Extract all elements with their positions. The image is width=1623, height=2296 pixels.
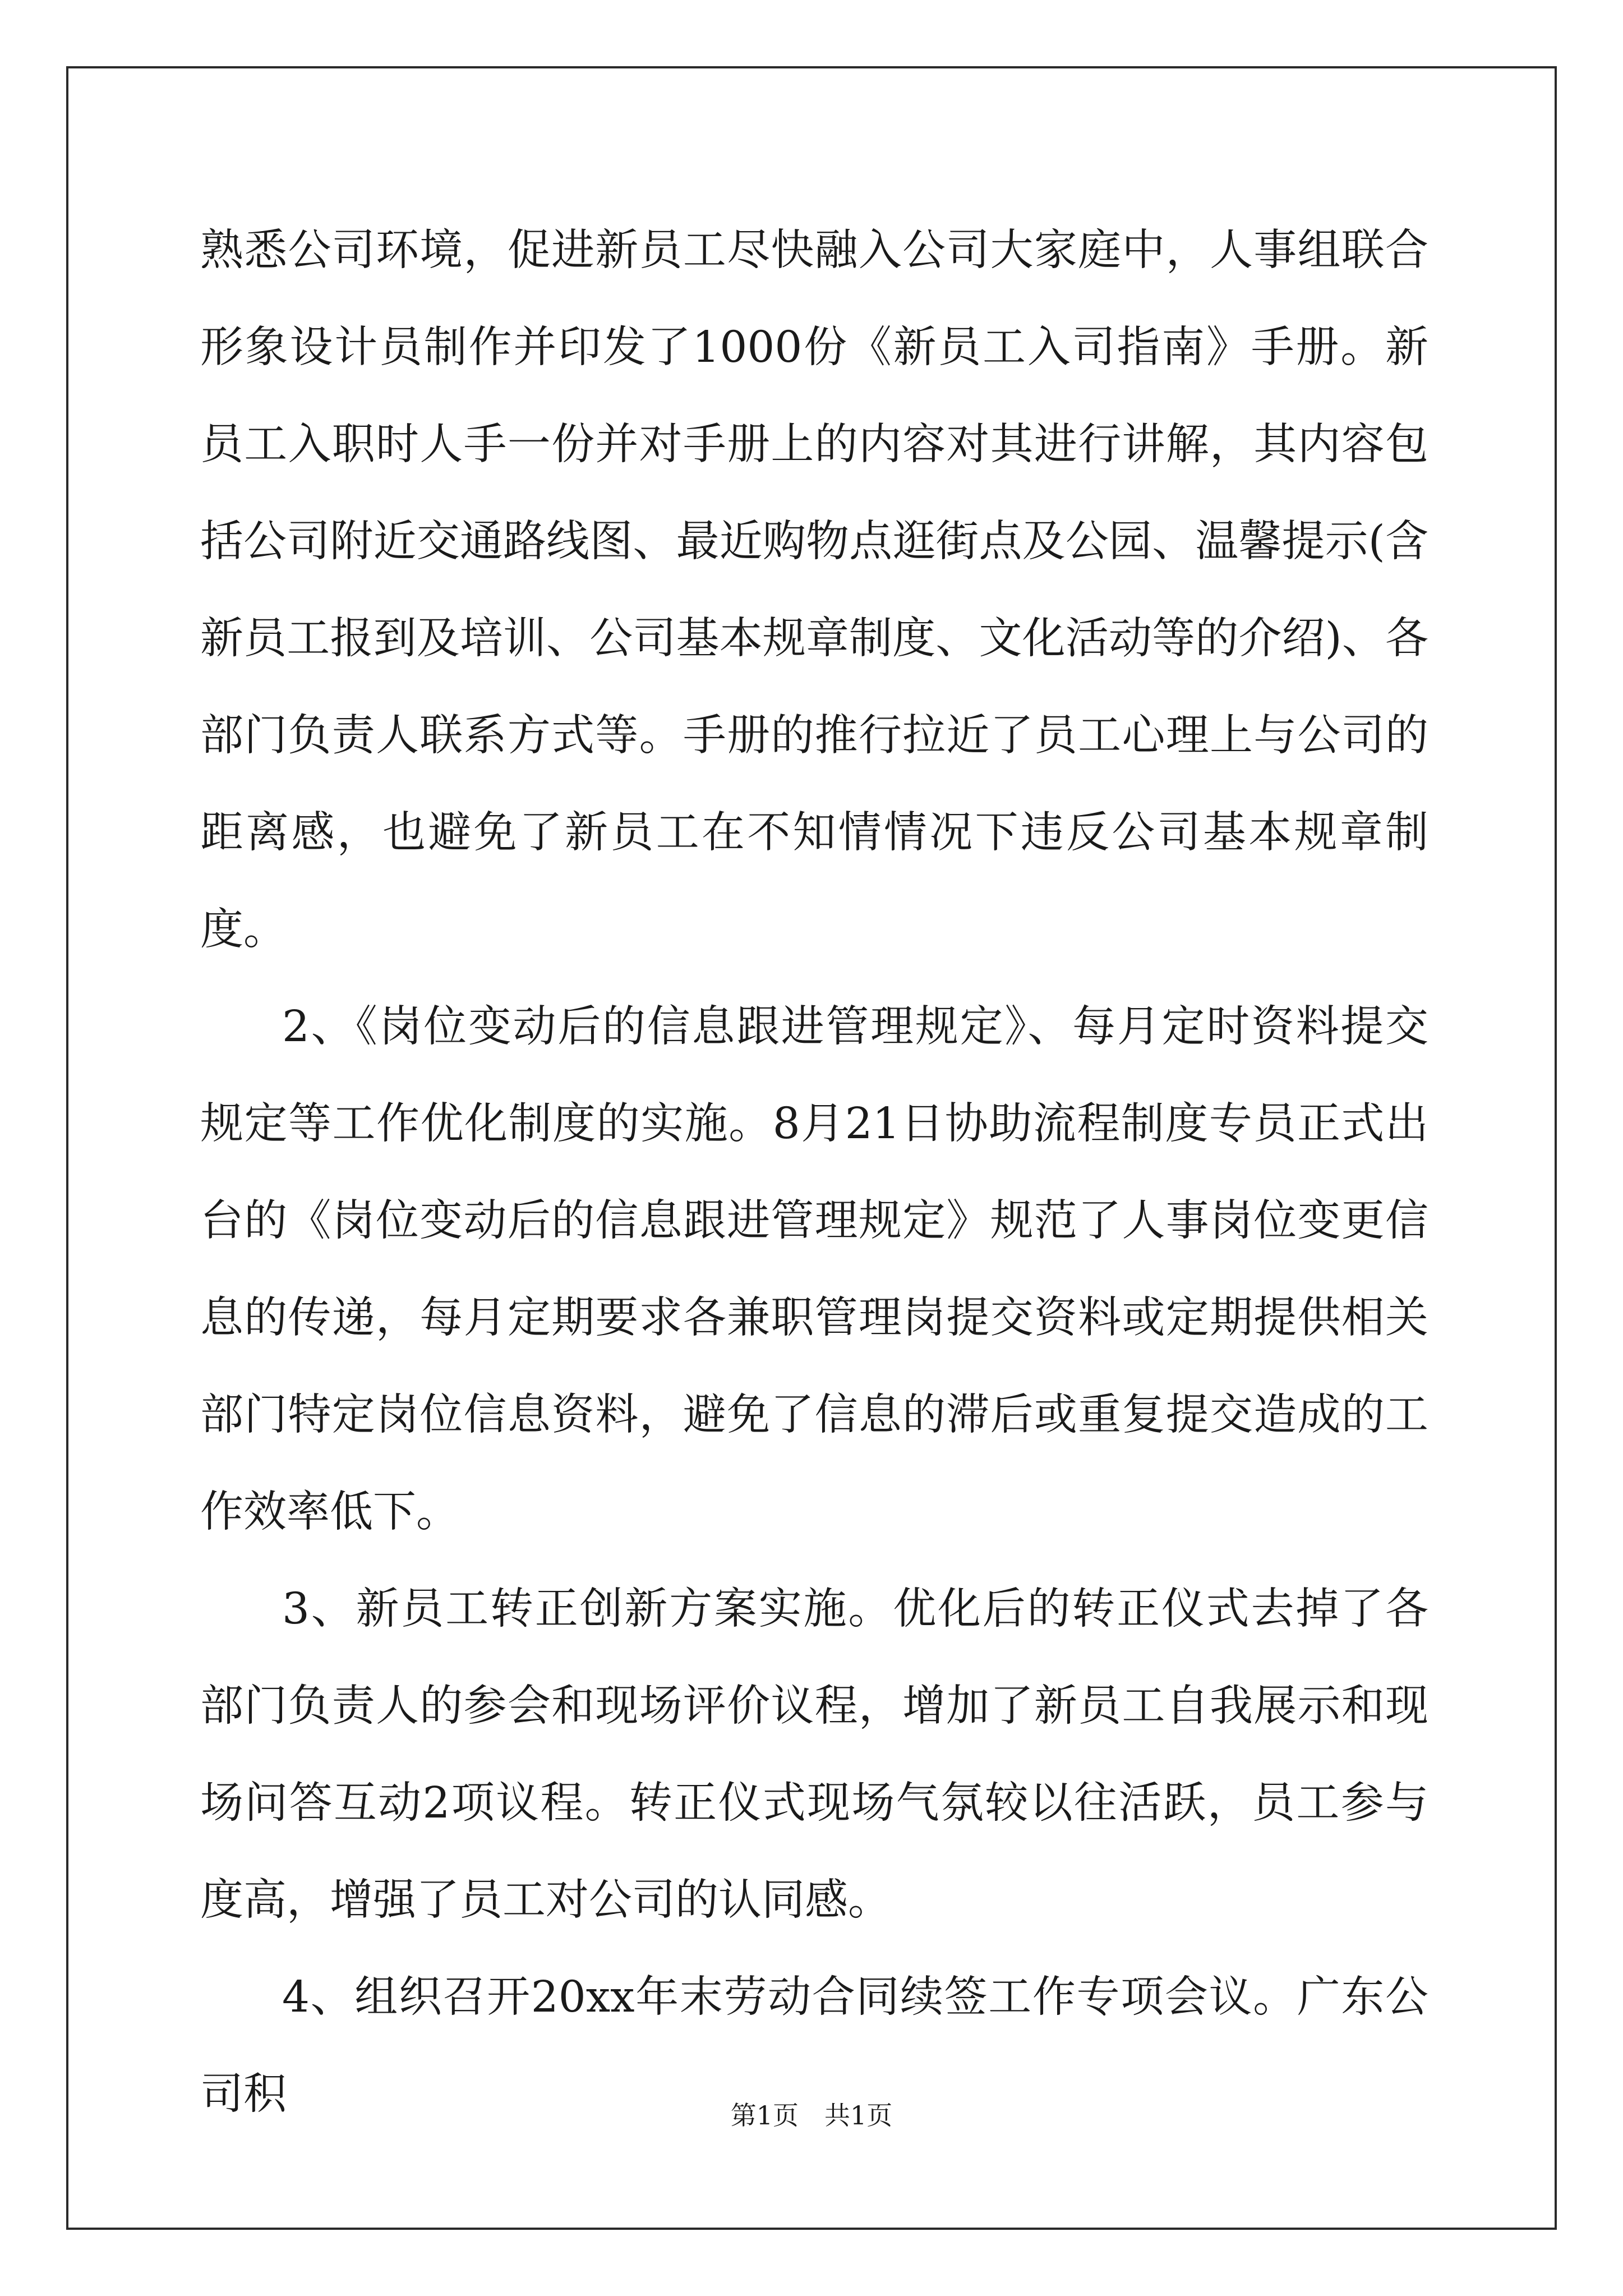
- paragraph-2: 2、《岗位变动后的信息跟进管理规定》、每月定时资料提交规定等工作优化制度的实施。8月21日协助流程制度专员正式出台的《岗位变动后的信息跟进管理规定》规范了人事岗位变更信息的传递，每月定期要求各兼职管理岗提交资料或定期提供相关部门特定岗位信息资料，避免了信息的滞后或重复提交造成的工作效率低下。: [200, 1002, 1428, 1537]
- paragraph-3: 3、新员工转正创新方案实施。优化后的转正仪式去掉了各部门负责人的参会和现场评价议程，增加了新员工自我展示和现场问答互动2项议程。转正仪式现场气氛较以往活跃，员工参与度高，增强了员工对公司的认同感。: [200, 1584, 1428, 1925]
- paragraph-1: 熟悉公司环境，促进新员工尽快融入公司大家庭中，人事组联合形象设计员制作并印发了1000份《新员工入司指南》手册。新员工入职时人手一份并对手册上的内容对其进行讲解，其内容包括公司附近交通路线图、最近购物点逛街点及公园、温馨提示(含新员工报到及培训、公司基本规章制度、文化活动等的介绍)、各部门负责人联系方式等。手册的推行拉近了员工心理上与公司的距离感，也避免了新员工在不知情情况下违反公司基本规章制度。: [200, 226, 1428, 955]
- paragraph-4: 4、组织召开20xx年末劳动合同续签工作专项会议。广东公司积: [200, 1972, 1428, 2119]
- page-footer: 第1页 共1页: [730, 2100, 893, 2131]
- document-body: [200, 202, 1428, 2143]
